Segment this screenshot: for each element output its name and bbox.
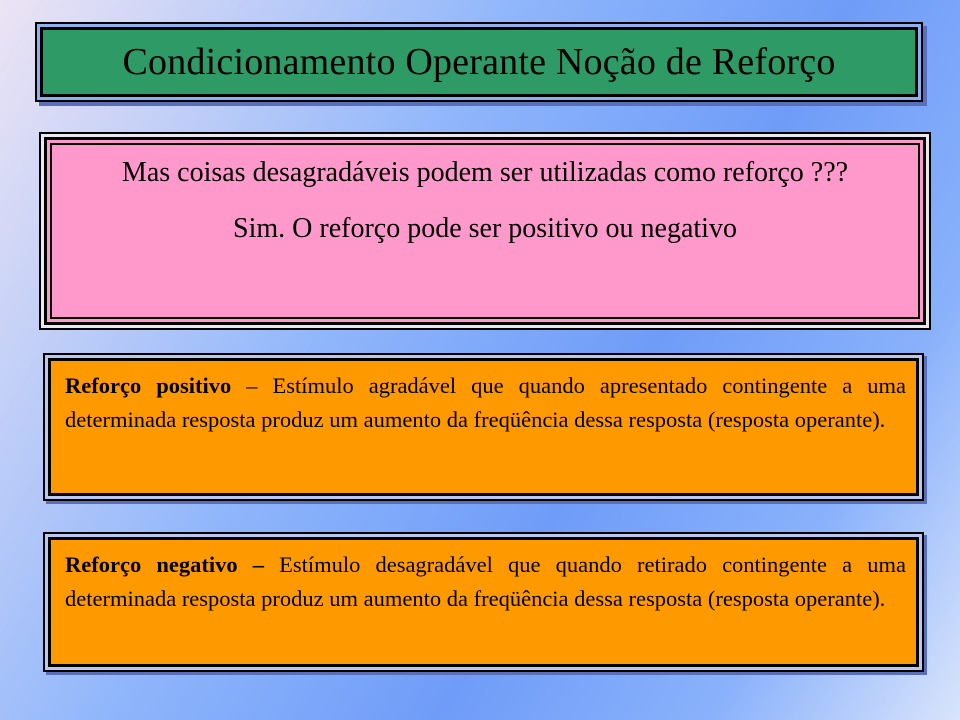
answer-text: Sim. O reforço pode ser positivo ou negativo [233, 213, 737, 244]
positive-reinforcement-term: Reforço positivo [65, 373, 232, 398]
negative-reinforcement-term: Reforço negativo – [65, 552, 264, 577]
slide-title: Condicionamento Operante Noção de Reforço [122, 41, 836, 83]
positive-reinforcement-definition: – Estímulo agradável que quando apresentado contingente a uma determinada resposta produz um aumento da freqüência dessa resposta (resposta operante). [65, 373, 906, 432]
question-panel [44, 137, 926, 325]
negative-reinforcement-panel [48, 537, 919, 667]
title-banner [40, 27, 918, 97]
positive-reinforcement-panel [48, 358, 919, 496]
question-text: Mas coisas desagradáveis podem ser utilizadas como reforço ??? [121, 157, 849, 188]
negative-reinforcement-definition: Estímulo desagradável que quando retirado contingente a uma determinada resposta produz um aumento da freqüência dessa resposta (resposta operante). [65, 552, 907, 611]
